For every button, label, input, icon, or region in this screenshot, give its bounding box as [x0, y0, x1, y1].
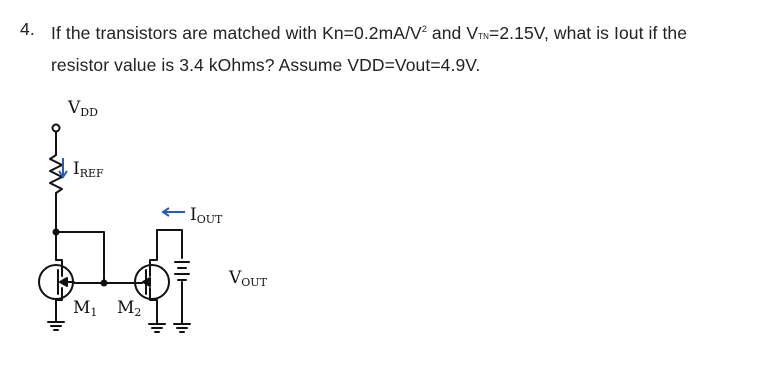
m1-label: M1: [73, 298, 98, 319]
vdd-terminal: [53, 125, 60, 132]
question-number: 4.: [20, 19, 35, 39]
question-text-part-2: and V: [426, 23, 479, 43]
question-text-part-1: If the transistors are matched with Kn=0.2mA/V: [51, 23, 422, 43]
resistor: [50, 132, 62, 232]
question-text-part-3: =2.15V, what is Iout if the: [489, 23, 688, 43]
m2-label: M2: [117, 298, 142, 319]
m1-diode-connection: [56, 232, 104, 283]
vout-source: [175, 262, 189, 322]
ground-m2: [149, 322, 165, 332]
vdd-label: VDD: [68, 98, 98, 119]
ground-vout: [174, 322, 190, 332]
vout-label: VOUT: [229, 268, 267, 289]
node-dot-drain: [53, 229, 60, 236]
exponent: 2: [421, 24, 427, 34]
node-dot-gate: [101, 280, 108, 287]
iref-arrow: [59, 158, 67, 177]
ground-m1: [48, 320, 64, 330]
iout-arrow: [163, 208, 185, 216]
iout-label: IOUT: [190, 205, 223, 226]
subscript-tn: TN: [478, 32, 489, 41]
question-line-2: resistor value is 3.4 kOhms? Assume VDD=Vout=4.9V.: [51, 55, 481, 75]
iref-label: IREF: [73, 159, 104, 180]
output-wire: [157, 230, 182, 258]
